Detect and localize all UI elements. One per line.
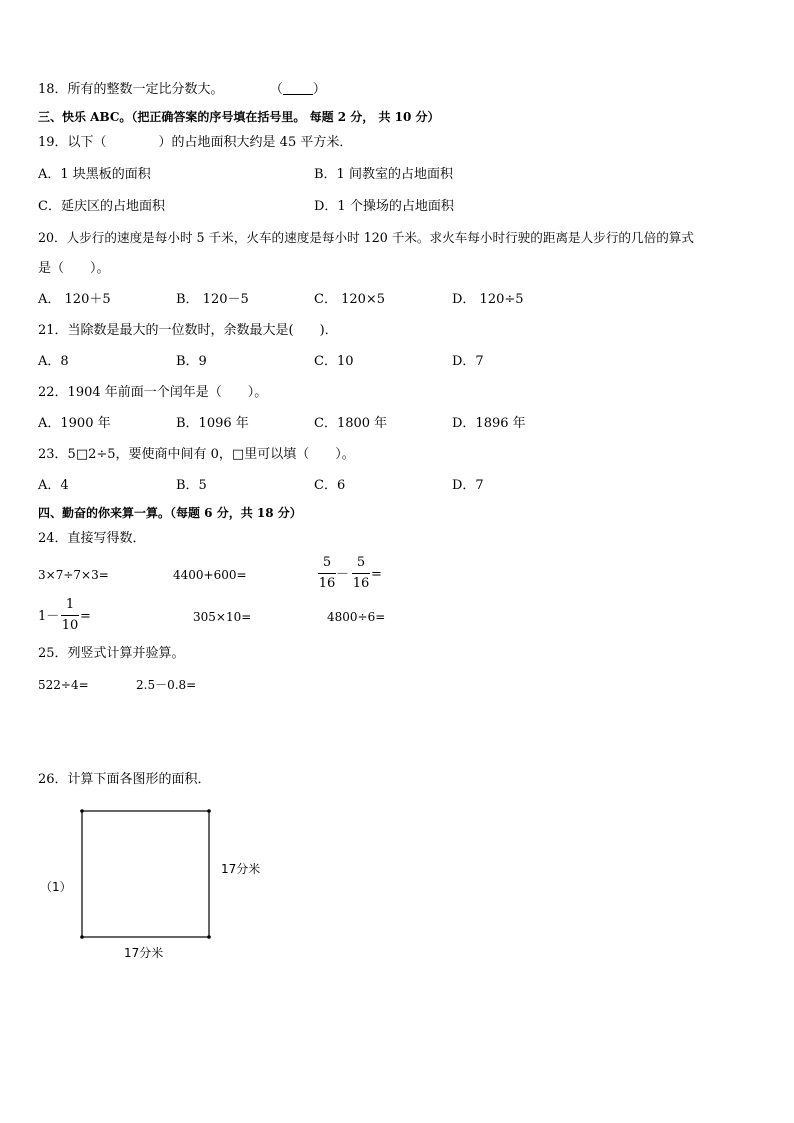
q26-part-label: （1） [40,880,72,894]
section-4-title: 四、勤奋的你来算一算。（每题 6 分，共 18 分） [38,506,302,520]
section-3-title: 三、快乐 ABC。（把正确答案的序号填在括号里。 每题 2 分， 共 10 分） [38,110,440,124]
fraction-denominator: 16 [352,576,370,591]
q21-option-d[interactable]: D．7 [452,354,484,369]
q22-option-c[interactable]: C．1800 年 [314,416,388,431]
fraction-denominator: 16 [318,576,336,591]
q20-option-d[interactable]: D． 120÷5 [452,292,524,307]
q25-expr-1: 522÷4= [38,678,89,692]
q24-expr-4-prefix: 1－ [38,609,60,624]
q23-option-a[interactable]: A．4 [38,478,69,493]
q23-option-c[interactable]: C．6 [314,478,346,493]
q22-option-a[interactable]: A．1900 年 [38,416,111,431]
square-shape [82,811,209,937]
q19-option-c[interactable]: C．延庆区的占地面积 [38,199,165,214]
q19-option-a[interactable]: A．1 块黑板的面积 [38,167,151,182]
q21-question: 21．当除数是最大的一位数时，余数最大是( )． [38,323,338,338]
q20-option-a[interactable]: A． 120＋5 [38,292,111,307]
square-vertex [207,809,211,813]
q24-expr-5: 305×10= [193,610,252,624]
q20-option-b[interactable]: B． 120－5 [176,292,249,307]
q19-question: 19．以下（ ）的占地面积大约是 45 平方米． [38,135,353,150]
fraction-denominator: 10 [61,618,79,633]
q21-option-a[interactable]: A．8 [38,354,69,369]
q26-question: 26．计算下面各图形的面积． [38,772,211,787]
fraction-numerator: 5 [322,555,332,570]
q24-expr-2: 4400+600= [173,568,247,582]
square-vertex [80,935,84,939]
q24-expr-4-equals: = [80,609,91,624]
square-vertex [207,935,211,939]
q25-expr-2: 2.5－0.8= [136,678,197,692]
square-side-label-bottom: 17分米 [124,946,164,960]
q24-expr-6: 4800÷6= [327,610,386,624]
q24-expr-3-operator: － [336,567,350,582]
q24-expr-3-equals: = [371,567,382,582]
q21-option-c[interactable]: C．10 [314,354,354,369]
q18-paren-open: （ [269,82,283,97]
q18-paren-close: ） [312,82,326,97]
q18-statement: 18．所有的整数一定比分数大。 [38,82,224,97]
q22-question: 22．1904 年前面一个闰年是（ ）。 [38,385,268,400]
fraction-numerator: 5 [356,555,366,570]
fraction-numerator: 1 [65,597,75,612]
q23-option-b[interactable]: B．5 [176,478,207,493]
q24-question: 24．直接写得数． [38,531,146,546]
q19-option-b[interactable]: B．1 间教室的占地面积 [314,167,453,182]
q21-option-b[interactable]: B．9 [176,354,207,369]
q20-question-line1: 20．人步行的速度是每小时 5 千米，火车的速度是每小时 120 千米。求火车每小时行驶的距离是人步行的几倍的算式 [38,230,694,245]
q23-question: 23．5□2÷5，要使商中间有 0，□里可以填（ ）。 [38,447,355,462]
square-vertex [80,809,84,813]
q22-option-d[interactable]: D．1896 年 [452,416,526,431]
square-side-label-right: 17分米 [221,862,261,876]
q24-expr-1: 3×7÷7×3= [38,568,109,582]
q20-option-c[interactable]: C． 120×5 [314,292,386,307]
q20-question-line2: 是（ ）。 [38,261,110,276]
q19-option-d[interactable]: D．1 个操场的占地面积 [314,199,454,214]
q23-option-d[interactable]: D．7 [452,478,484,493]
q22-option-b[interactable]: B．1096 年 [176,416,249,431]
q25-question: 25．列竖式计算并验算。 [38,646,185,661]
